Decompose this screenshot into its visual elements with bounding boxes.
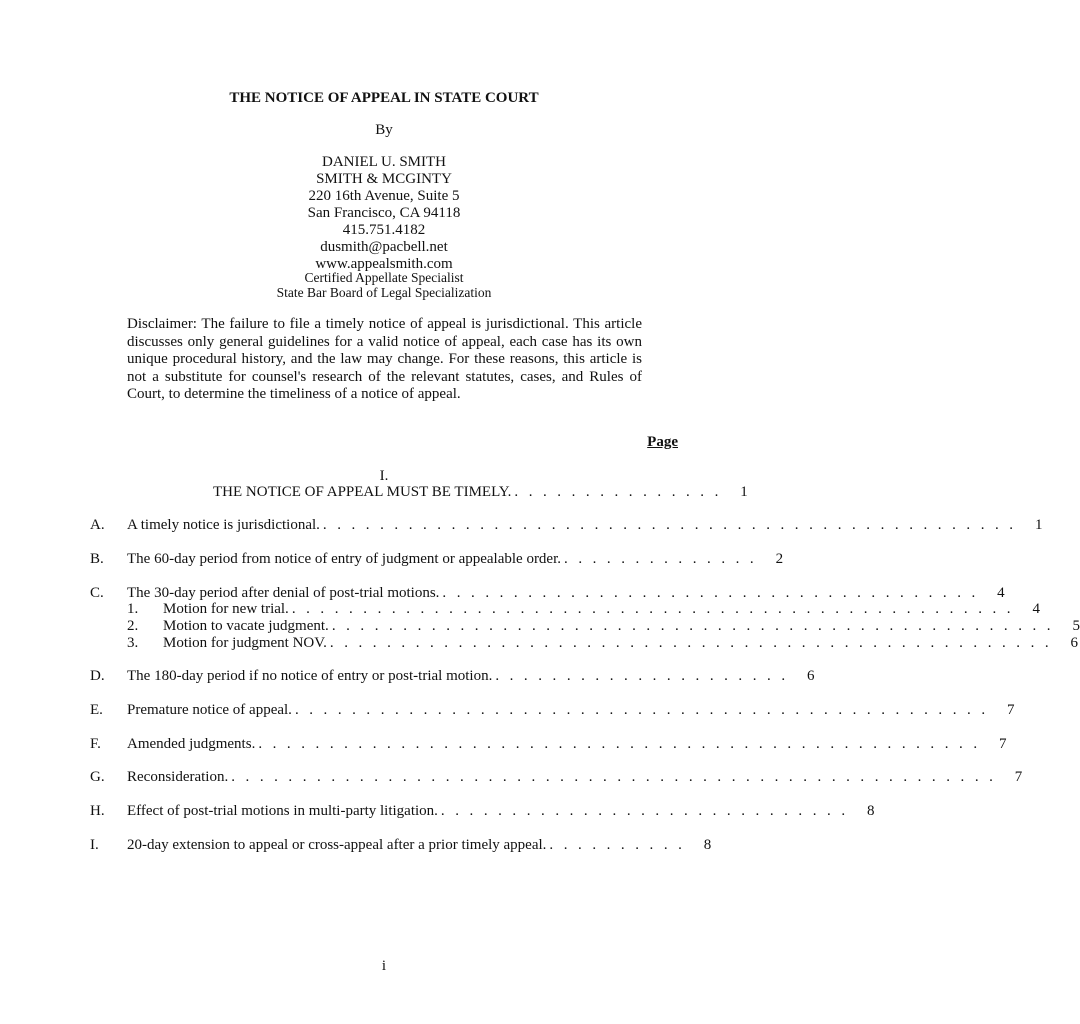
toc-letter: D. — [90, 668, 105, 684]
toc-letter: I. — [90, 837, 99, 853]
toc-leader-dots: . . . . . . . . . . . . . . . . . . . . . . . . . . . . . . . . . . . . . . . . . . . . . . . . . . . . . . — [231, 769, 997, 785]
toc-entry-text: 20-day extension to appeal or cross-appeal after a prior timely appeal. — [127, 837, 547, 853]
toc-page-number: 1 — [1034, 517, 1043, 533]
toc-entry-text: The 180-day period if no notice of entry or post-trial motion. — [127, 668, 493, 684]
toc-page-number: 7 — [1014, 769, 1023, 785]
toc-entry-text: Motion for new trial. — [163, 601, 289, 617]
toc-leader-dots: . . . . . . . . . . . . . . . . . . . . . . . . . . . . . . . . . . . . . . . . . . . . . . . . . . . — [258, 736, 981, 752]
toc-entry — [90, 668, 815, 686]
website: www.appealsmith.com — [315, 256, 453, 272]
toc-letter: A. — [90, 517, 105, 533]
toc-letter: E. — [90, 702, 103, 718]
toc-entry-text: Effect of post-trial motions in multi-party litigation. — [127, 803, 438, 819]
toc-leader-dots: . . . . . . . . . . . . . . . — [514, 484, 722, 500]
toc-subnumber: 2. — [127, 618, 139, 634]
toc-subentry — [90, 601, 1040, 619]
toc-page-number: 2 — [775, 551, 784, 567]
toc-page-number: 7 — [1007, 702, 1015, 718]
author-name: DANIEL U. SMITH — [321, 154, 446, 170]
toc-entry-text: Motion to vacate judgment. — [163, 618, 329, 634]
by-line: By — [375, 122, 393, 138]
toc-entry — [90, 837, 712, 855]
address-line-1: 220 16th Avenue, Suite 5 — [308, 188, 460, 204]
toc-subnumber: 1. — [127, 601, 139, 617]
toc-entry-text: Amended judgments. — [127, 736, 256, 752]
toc-letter: B. — [90, 551, 104, 567]
toc-page-number: 7 — [998, 736, 1007, 752]
toc-section-title: THE NOTICE OF APPEAL MUST BE TIMELY. — [213, 484, 512, 500]
toc-entry — [90, 736, 1007, 754]
toc-entry — [90, 803, 875, 821]
page-footer-number: i — [381, 958, 387, 974]
toc-page-number: 6 — [806, 668, 815, 684]
toc-page-heading: Page — [647, 434, 678, 450]
toc-letter: C. — [90, 585, 104, 601]
toc-page-number: 5 — [1072, 618, 1080, 634]
toc-entry — [90, 702, 1015, 720]
email-address: dusmith@pacbell.net — [320, 239, 448, 255]
certification-line-2: State Bar Board of Legal Specialization — [276, 285, 492, 300]
toc-page-number: 6 — [1070, 635, 1079, 651]
toc-subnumber: 3. — [127, 635, 139, 651]
toc-entry-text: The 60-day period from notice of entry of judgment or appealable order. — [127, 551, 562, 567]
certification-line-1: Certified Appellate Specialist — [304, 270, 464, 285]
toc-entry — [90, 769, 1023, 787]
toc-entry-text: Motion for judgment NOV. — [163, 635, 327, 651]
toc-entry-text: Premature notice of appeal. — [127, 702, 292, 718]
toc-entry — [90, 551, 784, 569]
toc-letter: H. — [90, 803, 105, 819]
section-number: I. — [379, 468, 389, 484]
toc-leader-dots: . . . . . . . . . . . . . . . . . . . . . . . . . . . . . . . . . . . . . . . . . . . . . . . . . . . — [329, 635, 1053, 651]
toc-letter: G. — [90, 769, 105, 785]
toc-page-number: 1 — [740, 484, 748, 500]
toc-entry-text: A timely notice is jurisdictional. — [127, 517, 320, 533]
toc-entry-text: Reconsideration. — [127, 769, 229, 785]
toc-leader-dots: . . . . . . . . . . . . . . . . . . . . . . . . . . . . . . . . . . . . . . — [442, 585, 979, 601]
address-line-2: San Francisco, CA 94118 — [307, 205, 461, 221]
toc-leader-dots: . . . . . . . . . . . . . . . . . . . . . . . . . . . . . . . . . . . . . . . . . . . . . . . . . . . — [291, 601, 1014, 617]
toc-entry-text: The 30-day period after denial of post-trial motions. — [127, 585, 440, 601]
toc-leader-dots: . . . . . . . . . . . . . . . . . . . . . . . . . . . . . — [440, 803, 849, 819]
toc-subentry — [90, 618, 1080, 636]
toc-page-number: 4 — [1032, 601, 1040, 617]
toc-page-number: 8 — [703, 837, 712, 853]
toc-leader-dots: . . . . . . . . . . . . . . — [564, 551, 758, 567]
toc-leader-dots: . . . . . . . . . . . . . . . . . . . . . — [495, 668, 789, 684]
disclaimer-paragraph: Disclaimer: The failure to file a timely notice of appeal is jurisdictional. This article discusses only general guidelines for a valid notice of appeal, each case has its own unique procedural history, and the law may change. For these reasons, this article is not a substitute for counsel's research of the relevant statutes, cases, and Rules of Court, to determine the timeliness of a notice of appeal. — [127, 316, 642, 402]
phone-number: 415.751.4182 — [342, 222, 426, 238]
toc-page-number: 4 — [997, 585, 1005, 601]
toc-leader-dots: . . . . . . . . . . — [549, 837, 686, 853]
toc-letter: F. — [90, 736, 101, 752]
firm-name: SMITH & MCGINTY — [316, 171, 452, 187]
toc-subentry — [90, 635, 1079, 653]
document-title: THE NOTICE OF APPEAL IN STATE COURT — [229, 90, 539, 106]
toc-page-number: 8 — [866, 803, 875, 819]
toc-leader-dots: . . . . . . . . . . . . . . . . . . . . . . . . . . . . . . . . . . . . . . . . . . . . . . . . . — [294, 702, 989, 718]
toc-section-heading — [90, 484, 748, 502]
toc-entry — [90, 517, 1043, 535]
toc-leader-dots: . . . . . . . . . . . . . . . . . . . . . . . . . . . . . . . . . . . . . . . . . . . . . . . . . . . — [331, 618, 1054, 634]
toc-leader-dots: . . . . . . . . . . . . . . . . . . . . . . . . . . . . . . . . . . . . . . . . . . . . . . . . . — [322, 517, 1017, 533]
